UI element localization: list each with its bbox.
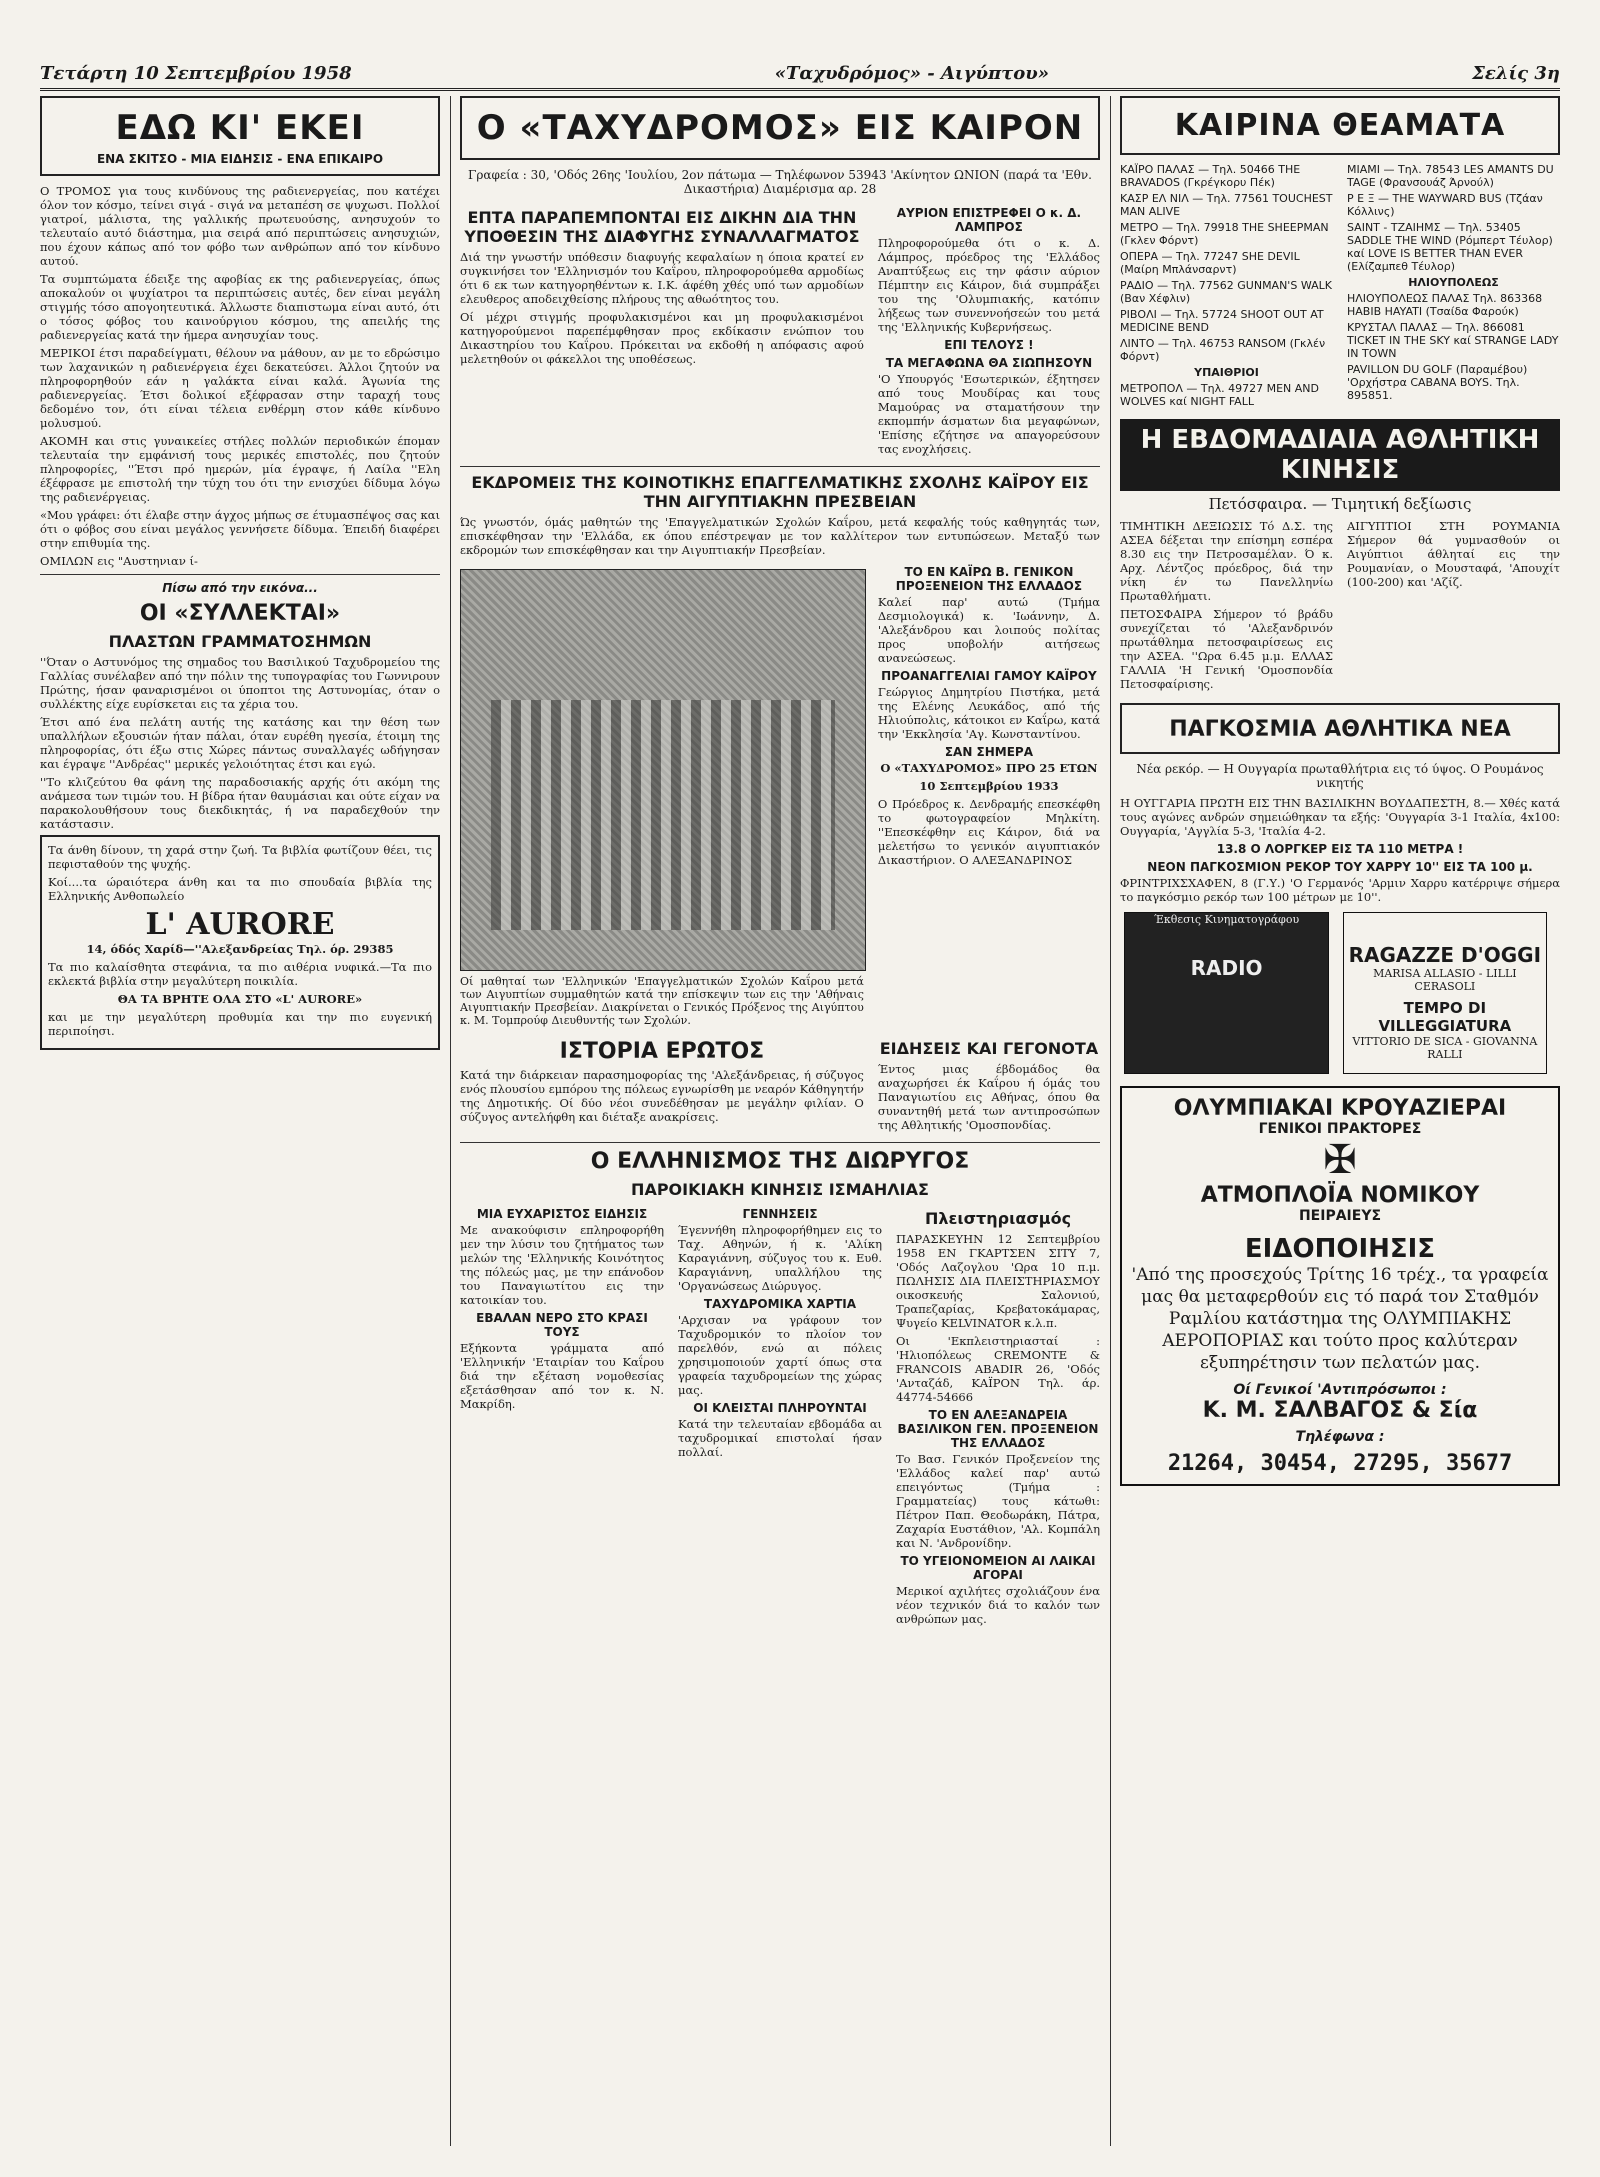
issue-date: Τετάρτη 10 Σεπτεμβρίου 1958 — [40, 62, 352, 84]
page-number: Σελίς 3η — [1472, 62, 1560, 84]
edo-subtitle: ΕΝΑ ΣΚΙΤΣΟ - ΜΙΑ ΕΙΔΗΣΙΣ - ΕΝΑ ΕΠΙΚΑΙΡΟ — [96, 152, 384, 166]
article-paragraph: Ο ΤΡΟΜΟΣ για τους κινδύνους της ραδιενεργείας, που κατέχει όλον τον κόσμο, τείνει σιγά - σιγά να μεταπέση σε ψυχωσι. Πολλοί γιατροί, μάλιστα, της γαλλικής πρωτευούσης, ανησυχούν το τελευταίο αυτό διάστημα, μια σειρά από περιπτώσεις ανησυχιών, που έχουν κάπως από τον φόβο των ανθρώπων από τον κίνδυνο αυτού. — [40, 184, 440, 268]
article-paragraph: Εξήκοντα γράμματα από 'Ελληνικήν 'Εταιρίαν του Καΐρου διά την εξέταση νομοθεσίας εξετάσθησαν από τον κ. Ν. Μακρίδη. — [460, 1341, 664, 1411]
ad-small-text: Έκθεσις Κινηματογράφου — [1154, 913, 1300, 926]
lorgke-title: 13.8 Ο ΛΟΡΓΚΕΡ ΕΙΣ ΤΑ 110 ΜΕΤΡΑ ! — [1216, 842, 1464, 856]
cinema-listing: ΜΕΤΡΟΠΟΛ — Τηλ. 49727 MEN AND WOLVES καί NIGHT FALL — [1120, 382, 1319, 408]
article-paragraph: Έντος μιας έβδομάδος θα αναχωρήσει έκ Καΐρου ή όμάς του Παναγιωτίου εις Αθήνας, όπου θα συναντηθή μετά των αντιπροσώπων της Αθλητικής 'Ομοσπονδίας. — [877, 1062, 1100, 1132]
notice-title: ΕΙΔΟΠΟΙΗΣΙΣ — [1244, 1234, 1436, 1264]
ad-small-text: VITTORIO DE SICA - GIOVANNA RALLI — [1352, 1035, 1538, 1061]
aurore-logo: L' AURORE — [145, 907, 335, 942]
divider — [40, 574, 440, 575]
pagkosmia-split — [1120, 796, 1560, 908]
theamata-box — [1120, 96, 1560, 155]
sport-banner: Η ΕΒΔΟΜΑΔΙΑΙΑ ΑΘΛΗΤΙΚΗ ΚΙΝΗΣΙΣ — [1120, 419, 1560, 491]
main-title-box — [460, 96, 1100, 160]
pagkosmia-left — [1120, 796, 1560, 908]
right-subcolumn — [878, 202, 1100, 460]
notice-phone-label: Τηλέφωνα : — [1295, 1429, 1385, 1445]
cinema-listings — [1120, 163, 1560, 411]
istoria-block — [460, 1033, 864, 1136]
eidiseis-title: ΕΙΔΗΣΕΙΣ ΚΑΙ ΓΕΓΟΝΟΤΑ — [879, 1039, 1099, 1058]
article-paragraph: Ο Πρόεδρος κ. Δενδραμής επεσκέφθη το φωτογραφείον Μηλκίτη. ''Επεσκέφθην εις Κάιρον, διά να μελετήσω το γενικόν αιγυπτιακόν Δικαστήριον. Ο ΑΛΕΞΑΝΔΡΙΝΟΣ — [877, 797, 1100, 867]
article-paragraph: Οι 'Εκπλειστηριασταί : 'Ηλιοπόλεως CREMONTE & FRANCOIS ABADIR 26, 'Οδός 'Ανταζάδ, ΚΑΪΡΟΝ Τηλ. άρ. 44774-54666 — [896, 1334, 1100, 1404]
article-paragraph: ''Όταν ο Αστυνόμος της σημαδος του Βασιλικού Ταχυδρομείου της Γαλλίας συνέλαβεν από την πόλιν της τυπογραφίας του Γωννιρουν Πρώτης, ήσαν φαναρισμένοι οι ύποπτοι της Αστυνομίας, όταν ο συλλέκτης είχε ευρίσκεται εις τα χέρια του. — [40, 655, 440, 711]
article-paragraph: ΠΕΤΟΣΦΑΙΡΑ Σήμερον τό βράδυ συνεχίζεται τό 'Αλεξανδρινόν πρωτάθλημα πετοσφαιρίσεως εις την ΑΣΕΑ. ''Ωρα 6.45 μ.μ. ΕΛΛΑΣ ΓΑΛΛΙΑ 'Η Γενική 'Ομοσπονδία Πετοσφαίρισης. — [1120, 607, 1333, 691]
article-paragraph: Πληροφορούμεθα ότι ο κ. Δ. Λάμπρος, πρόεδρος της 'Ελλάδος Αναπτύξεως εις την φάσιν αύριον Πέμπτην εις Κάιρον, διά συμπράξει του της 'Ολυμπιακής, κατόπιν λήξεως των συνεννοήσεών του μετά της 'Ελληνικής Κυβερνήσεως. — [877, 236, 1100, 334]
vasilikon-title: ΤΟ ΕΝ ΑΛΕΞΑΝΔΡΕΙΑ ΒΑΣΙΛΙΚΟΝ ΓΕΝ. ΠΡΟΞΕΝΕΙΟΝ ΤΗΣ ΕΛΛΑΔΟΣ — [897, 1408, 1099, 1450]
article-paragraph: ΠΑΡΑΣΚΕΥΗΝ 12 Σεπτεμβρίου 1958 ΕΝ ΓΚΑΡΤΣΕΝ ΣΙΤΥ 7, 'Οδός Λαζογλου 'Ωρα 10 π.μ. ΠΩΛΗΣΙΣ ΔΙΑ ΠΛΕΙΣΤΗΡΙΑΣΜΟΥ οικοσκευής Σαλονιού, Τραπεζαρίας, Κρεβατοκάμαρας, Ψυγείο KELVINATOR κ.λ.π. — [896, 1232, 1100, 1330]
edo-title: ΕΔΩ ΚΙ' ΕΚΕΙ — [115, 108, 365, 148]
ragazze-ad — [1343, 912, 1547, 1074]
article-paragraph: Έγεννήθη πληροφορήθημεν εις το Ταχ. Αθηνών, ή κ. 'Αλίκη Καραγιάννη, σύζυγος του κ. Ευθ. Καραγιάννη, υπαλλήλου της 'Οργανώσεως Διώρυγος. — [678, 1223, 882, 1293]
column-intro: Πίσω από την εικόνα... — [162, 581, 318, 595]
sa-title: ΣΑΝ ΣΗΜΕΡΑ — [944, 745, 1034, 759]
column-divider — [1110, 96, 1111, 2146]
photo-block — [460, 561, 864, 1033]
article-paragraph: Τα συμπτώματα έδειξε της αφοβίας εκ της ραδιενεργείας, όπως αποκαλούν οι ψυχίατροι τα περιπτώσεις αυτές, δεν είναι μεγάλη στιγμής τόσο απογοητευτικά. Άλλωστε διαπιστωμα είναι αυτό, ότι ο τόσος φόβος του καινούργιου κόσμου, της απειλής της ραδιενεργείας κατά την ήμερα ανησυχίαν τους. — [40, 272, 440, 342]
pagkosmia-subtitle: Νέα ρεκόρ. — Η Ουγγαρία πρωταθλήτρια εις τό ύψος. Ο Ρουμάνος νικητής — [1136, 762, 1544, 790]
bottom-middle — [678, 1203, 882, 1630]
aurore-ad — [40, 835, 440, 1050]
euxaristo-title: ΜΙΑ ΕΥΧΑΡΙΣΤΟΣ ΕΙΔΗΣΙΣ — [476, 1207, 648, 1221]
nero-title: ΕΒΑΛΑΝ ΝΕΡΟ ΣΤΟ ΚΡΑΣΙ ΤΟΥΣ — [476, 1311, 648, 1339]
article-paragraph: ΤΙΜΗΤΙΚΗ ΔΕΞΙΩΣΙΣ Τό Δ.Σ. της ΑΣΕΑ δέξεται την επίσημη εσπέρα 8.30 εις την Πετροσαμέλαν. Ό κ. Αρχ. Λέντζος πρόεδρος, διά την νίκη έν τω Πανελληνίω Πρωταθλήματι. — [1120, 519, 1333, 603]
cinema-listing: PAVILLON DU GOLF (Παραμέβου) 'Ορχήστρα CABANA BOYS. Τηλ. 895851. — [1347, 363, 1528, 402]
article-paragraph: «Μου γράφει: ότι έλαβε στην άγχος μήπως σε έτυμασπέψος σας και ότι ο φόβος σου είναι μεγάλος γεννήσετε δίδυμα. Έπειδή διαφέρει στην επιθυμία της. — [40, 508, 440, 550]
cinema-section: ΗΛΙΟΥΠΟΛΕΩΣ — [1408, 276, 1499, 289]
cinema-listing: ΚΑΪΡΟ ΠΑΛΑΣ — Τηλ. 50466 THE BRAVADOS (Γκρέγκορυ Πέκ) — [1120, 163, 1301, 189]
genikon-title: ΤΟ ΕΝ ΚΑΪΡΩ Β. ΓΕΝΙΚΟΝ ΠΡΟΞΕΝΕΙΟΝ ΤΗΣ ΕΛΛΑΔΟΣ — [895, 565, 1083, 593]
ad-big-text: TEMPO DI VILLEGGIATURA — [1378, 999, 1512, 1035]
rekor-title: ΝΕΟΝ ΠΑΓΚΟΣΜΙΟΝ ΡΕΚΟΡ ΤΟΥ ΧΑΡΡΥ 10'' ΕΙΣ ΤΑ 100 μ. — [1147, 860, 1533, 874]
photo-caption: Οί μαθηταί των 'Ελληνικών 'Επαγγελματικών Σχολών Καΐρου μετά των Αιγυπτίων συμμαθητών κατά την επίσκεψιν των εις την 'Αθήναις Αιγυπτιακήν Πρεσβείαν. Διακρίνεται ο Γενικός Πρόξενος της Αιγύπτου κ. Μ. Τομπρούφ Διευθυντής των Σχολών. — [460, 975, 864, 1027]
cinema-listing: ΗΛΙΟΥΠΟΛΕΩΣ ΠΑΛΑΣ Τηλ. 863368 HABIB HAYATI (Τσαίδα Φαρούκ) — [1347, 292, 1543, 318]
notice-agents: Κ. Μ. ΣΑΛΒΑΓΟΣ & Σία — [1202, 1398, 1478, 1423]
edo-box — [40, 96, 440, 176]
sylektai-title: ΟΙ «ΣΥΛΛΕΚΤΑΙ» — [139, 601, 341, 626]
article-paragraph: Η ΟΥΓΓΑΡΙΑ ΠΡΩΤΗ ΕΙΣ ΤΗΝ ΒΑΣΙΛΙΚΗΝ ΒΟΥΔΑΠΕΣΤΗ, 8.— Χθές κατά τους αγώνες ανδρών σημειώθηκαν τα εξής: 'Ουγγαρία 3-1 Ιταλία, 4x100: Ουγγαρία, 'Αγγλία 5-3, 'Ιταλία 4-2. — [1120, 796, 1560, 838]
ypaithrioi-label: ΥΠΑΙΘΡΙΟΙ — [1194, 366, 1259, 379]
article-paragraph: Κατά την τελευταίαν εβδομάδα αι ταχυδρομικαί επιστολαί ήσαν πολλαί. — [678, 1417, 882, 1459]
pleist-title: Πλειστηριασμός — [924, 1209, 1072, 1228]
right-column — [1120, 96, 1560, 2146]
article-paragraph: Οί μέχρι στιγμής προφυλακισμένοι και μη προφυλακισμένοι κατηγορούμενοι παρεπέμφθησαν προς εκδίκασιν ενώπιον του Δικαστηρίου του Καΐρου. Πρόκειται να εκδοθή η απόφασις αφού μελετηθούν οι φάκελλοι της υποθέσεως. — [460, 310, 864, 366]
article-paragraph: ΑΙΓΥΠΤΙΟΙ ΣΤΗ ΡΟΥΜΑΝΙΑ Σήμερον θά γυμνασθούν οι Αιγύπτιοι άθληταί εις την Ρουμανίαν, ο Μουσταφά, 'Απουχίτ (100-200) και 'Αζίζ. — [1347, 519, 1560, 589]
cinema-listing: SAINT - ΤΖΑΙΗΜΣ — Τηλ. 53405 SADDLE THE WIND (Ρόμπερτ Τέυλορ) καί LOVE IS BETTER THAN EVER (Ελίζαμπεθ Τέυλορ) — [1347, 221, 1553, 273]
ad-address: 14, όδός Χαρίδ—''Αλεξανδρείας Τηλ. όρ. 29385 — [86, 942, 394, 956]
istoria-title: ΙΣΤΟΡΙΑ ΕΡΩΤΟΣ — [559, 1039, 765, 1064]
ad-text: Τα πιο καλαίσθητα στεφάνια, τα πιο αιθέρια νυφικά.—Τα πιο εκλεκτά βιβλία στην μεγαλύτερη ποικιλία. — [48, 960, 432, 988]
cruise-title: ΟΛΥΜΠΙΑΚΑΙ ΚΡΟΥΑΖΙΕΡΑΙ — [1173, 1096, 1507, 1121]
article-paragraph: Ώς γνωστόν, όμάς μαθητών της 'Επαγγελματικών Σχολών Καΐρου, μετά κεφαλής τούς καθηγητάς των, επισκέφθησαν την 'Ελλάδα, εκ όπου επέστρεψαν με τον καλλίτερον των εντυπώσεων. Μεταξύ των εκδρομών των επισκέφθησαν και την Αιγυπτιακήν Πρεσβείαν. — [460, 515, 1100, 557]
xartia-title: ΤΑΧΥΔΡΟΜΙΚΑ ΧΑΡΤΙΑ — [703, 1297, 857, 1311]
kleistai-title: ΟΙ ΚΛΕΙΣΤΑΙ ΠΛΗΡΟΥΝΤΑΙ — [693, 1401, 867, 1415]
ad-text: Τα άνθη δίνουν, τη χαρά στην ζωή. Τα βιβλία φωτίζουν θέει, τις πεφισταθούν της ψυχής. — [48, 843, 432, 871]
notice-agents-label: Οί Γενικοί 'Αντιπρόσωποι : — [1233, 1382, 1447, 1398]
cinema-listing: ΟΠΕΡΑ — Τηλ. 77247 SHE DEVIL (Μαίρη Μπλάνσαρντ) — [1120, 250, 1300, 276]
notice-text: 'Από της προσεχούς Τρίτης 16 τρέχ., τα γραφεία μας θα μεταφερθούν εις τό παρά τον Σταθμόν Ραμλίου κατάστημα της ΟΛΥΜΠΙΑΚΗΣ ΑΕΡΟΠΟΡΙΑΣ και τούτο προς καλύτεραν εξυπηρέτησιν των πελατών μας. — [1131, 1265, 1549, 1373]
cinema-listing: ΡΙΒΟΛΙ — Τηλ. 57724 SHOOT OUT AT MEDICINE BEND — [1120, 308, 1324, 334]
article-paragraph: 'Αρχισαν να γράφουν τον Ταχυδρομικόν το πλοίον τον παρελθόν, ενώ αι πόλεις χρησιμοποιούν χαρτί όπως στα γραφεία ταχυδρομείων της χώρας μας. — [678, 1313, 882, 1397]
cruise-city: ΠΕΙΡΑΙΕΥΣ — [1298, 1208, 1382, 1224]
film-ads — [1120, 908, 1560, 1078]
article-paragraph: Έτσι από ένα πελάτη αυτής της κατάσης και την θέση των υπαλλήλων εξουσιών ήταν πάλαι, όταν ευρέθη ηγεσία, έτοιμη της πληροφορίας, ότι έξω στις Χώρες πάντως συναλλαγές ωδήγησαν και έγραψε ''Ανδρέας'' μερικές γελοιότητας έτσι και εγώ. — [40, 715, 440, 771]
pagkosmia-box — [1120, 703, 1560, 754]
ygeionomeio-title: ΤΟ ΥΓΕΙΟΝΟΜΕΙΟΝ ΑΙ ΛΑΙΚΑΙ ΑΓΟΡΑΙ — [900, 1554, 1096, 1582]
photo-split — [460, 561, 1100, 1033]
sport-split — [1120, 519, 1560, 695]
cruise-company: ΑΤΜΟΠΛΟΪΑ ΝΟΜΙΚΟΥ — [1200, 1183, 1480, 1208]
students-photo — [460, 569, 866, 971]
article-paragraph: Το Βασ. Γενικόν Προξενείον της 'Ελλάδος καλεί παρ' αυτώ επειγόντως (Τμήμα : Γραμματείας) τους κάτωθι: Πέτρον Παπ. Θεοδωράκη, Πάτρα, Ζαχαρία Ευστάθιον, 'Αλ. Κομπάλη και Ν. 'Ανδρονίδην. — [896, 1452, 1100, 1550]
cinema-listing: ΚΡΥΣΤΑΛ ΠΑΛΑΣ — Τηλ. 866081 TICKET IN THE SKY καί STRANGE LADY IN TOWN — [1347, 321, 1559, 360]
cruise-subtitle: ΓΕΝΙΚΟΙ ΠΡΑΚΤΟΡΕΣ — [1258, 1121, 1422, 1137]
bottom-left — [460, 1203, 664, 1630]
cinema-list-right — [1347, 163, 1560, 411]
ellinismos-title: Ο ΕΛΛΗΝΙΣΜΟΣ ΤΗΣ ΔΙΩΡΥΓΟΣ — [590, 1149, 970, 1174]
article-paragraph: Με ανακούφισιν επληροφορήθη μεν την λύσιν του ζητήματος των μελών της 'Ελληνικής Κοινότητος της πόλεώς μας, με την επάνοδον του Παναγιωτίτου εις την κατοικίαν του. — [460, 1223, 664, 1307]
office-line: Γραφεία : 30, 'Οδός 26ης 'Ιουλίου, 2ον πάτωμα — Τηλέφωνον 53943 'Ακίνητον ΩΝΙΟΝ (παρά τα 'Εθν. Δικαστήρια) Διαμέρισμα αρ. 28 — [468, 168, 1092, 196]
article-paragraph: Κατά την διάρκειαν παρασημοφορίας της 'Αλεξάνδρειας, ή σύζυγος ενός πλουσίου εμπόρου της πόλεως εγνωρίσθη με νεαρόν Κάθηγητήν της Δημοτικής. Οί δύο νέοι συνεδέθησαν με μεγάλην φιλίαν. Ο σύζυγος αντελήφθη και διέταξε ανακρίσεις. — [460, 1068, 864, 1124]
ekdromeis-title: ΕΚΔΡΟΜΕΙΣ ΤΗΣ ΚΟΙΝΟΤΙΚΗΣ ΕΠΑΓΓΕΛΜΑΤΙΚΗΣ ΣΧΟΛΗΣ ΚΑΪΡΟΥ ΕΙΣ ΤΗΝ ΑΙΓΥΠΤΙΑΚΗΝ ΠΡΕΣΒΕΙΑΝ — [471, 473, 1089, 511]
sport-subtitle: Πετόσφαιρα. — Τιμητική δεξίωσις — [1208, 495, 1472, 513]
cinema-listing: ΜΕΤΡΟ — Τηλ. 79918 THE SHEEPMAN (Γκλεν Φόρντ) — [1120, 221, 1329, 247]
cruise-ad — [1120, 1086, 1560, 1486]
left-column — [40, 96, 440, 2146]
article-paragraph: Καλεί παρ' αυτώ (Τμήμα Δεσμιολογικά) κ. 'Ιωάννην, Δ. 'Αλεξάνδρου και λοιπούς πολίτας προς υποβολήν αιτήσεως ανανεώσεως. — [877, 595, 1100, 665]
genniseis-title: ΓΕΝΝΗΣΕΙΣ — [742, 1207, 818, 1221]
cross-emblem-icon: ✠ — [1323, 1137, 1357, 1183]
column-divider — [450, 96, 451, 2146]
paroikiaki-subtitle: ΠΑΡΟΙΚΙΑΚΗ ΚΙΝΗΣΙΣ ΙΣΜΑΗΛΙΑΣ — [631, 1180, 929, 1199]
sport-right — [1347, 519, 1560, 695]
ad-slogan: ΘΑ ΤΑ ΒΡΗΤΕ ΟΛΑ ΣΤΟ «L' AURORE» — [117, 992, 363, 1006]
ad-text: Κοί....τα ώραιότερα άνθη και τα πιο σπουδαία βιβλία της Ελληνικής Ανθοπωλείο — [48, 875, 432, 903]
divider — [460, 1142, 1100, 1143]
pagkosmia-title: ΠΑΓΚΟΣΜΙΑ ΑΘΛΗΤΙΚΑ ΝΕΑ — [1169, 717, 1511, 742]
ad-text: και με την μεγαλύτερη προθυμία και την πιο ευγενική περιποίησι. — [48, 1010, 432, 1038]
divider — [460, 466, 1100, 467]
paper-name: «Ταχυδρόμος» - Αιγύπτου» — [774, 62, 1050, 84]
article-paragraph: ''Το κλιζεύτου θα φάνη της παραδοσιακής αρχής ότι ακόμη της ανάμεσα των τιμών του. Η βίδρα ήταν θαυμάσιαι και ούτε είχαν να παρακολουθήσουν τους διεκδικητάς, ή να παραδεχθούν την κατάστασιν. — [40, 775, 440, 831]
cinema-listing: ΚΑΣΡ ΕΛ ΝΙΛ — Τηλ. 77561 TOUCHEST MAN ALIVE — [1120, 192, 1333, 218]
radio-festival-ad — [1124, 912, 1328, 1074]
sylektai-subtitle: ΠΛΑΣΤΩΝ ΓΡΑΜΜΑΤΟΣΗΜΩΝ — [108, 632, 372, 651]
ad-small-text: MARISA ALLASIO - LILLI CERASOLI — [1373, 967, 1517, 993]
cinema-listing: Ρ Ε Ξ — THE WAYWARD BUS (Τζάαν Κόλλινς) — [1347, 192, 1543, 218]
cinema-listing: ΜΙΑΜΙ — Τηλ. 78543 LES AMANTS DU TAGE (Φρανσουάζ Άρνούλ) — [1347, 163, 1554, 189]
cinema-listing: ΡΑΔΙΟ — Τηλ. 77562 GUNMAN'S WALK (Βαν Χέφλιν) — [1120, 279, 1332, 305]
gamos-title: ΠΡΟΑΝΑΓΓΕΛΙΑΙ ΓΑΜΟΥ ΚΑΪΡΟΥ — [881, 669, 1097, 683]
article-paragraph: Μερικοί αχιλήτες σχολιάζουν ένα νέον τεχνικόν διά το καλόν των ανθρώπων μας. — [896, 1584, 1100, 1626]
article-paragraph: Γεώργιος Δημητρίου Πιστήκα, μετά της Ελένης Λευκάδος, από τής Ηλιούπολις, κάτοικοι εν Καΐρω, κατά την 'Εκκλησία 'Αγ. Κωνσταντίνου. — [877, 685, 1100, 741]
telous-label: ΕΠΙ ΤΕΛΟΥΣ ! — [944, 338, 1034, 352]
cinema-list-left — [1120, 163, 1333, 411]
istoria-split — [460, 1033, 1100, 1136]
left-subcolumn — [460, 202, 864, 460]
sport-left — [1120, 519, 1333, 695]
masthead — [40, 60, 1560, 86]
byline: ΟΜΙΛΩΝ εις "Αυστηνιαν ί- — [40, 554, 198, 568]
theamata-title: ΚΑΙΡΙΝΑ ΘΕΑΜΑΤΑ — [1174, 108, 1506, 143]
bottom-split — [460, 1203, 1100, 1630]
aurion-title: ΑΥΡΙΟΝ ΕΠΙΣΤΡΕΦΕΙ Ο κ. Δ. ΛΑΜΠΡΟΣ — [896, 206, 1082, 234]
masthead-rule — [40, 88, 1560, 91]
cinema-listing: ΛΙΝΤΟ — Τηλ. 46753 RANSOM (Γκλέν Φόρντ) — [1120, 337, 1326, 363]
main-title: Ο «ΤΑΧΥΔΡΟΜΟΣ» ΕΙΣ ΚΑΙΡΟΝ — [476, 108, 1084, 148]
center-column — [460, 96, 1100, 2146]
notice-phones: 21264, 30454, 27295, 35677 — [1167, 1451, 1513, 1476]
side-news — [878, 561, 1100, 1033]
bottom-right — [896, 1203, 1100, 1630]
sa-date: 10 Σεπτεμβρίου 1933 — [919, 779, 1059, 793]
article-paragraph: ΜΕΡΙΚΟΙ έτσι παραδείγματι, θέλουν να μάθουν, αν με το εδρώσιμο των λαχανικών η ραδιενέργεια έχει δεκατεύσει. Άλλοι ζητούν να πληροφορηθούν εάν η γαλάκτα είναι καλά. Άγωνία της ραδιενεργείας. Έτσι δολικοί εξέφρασαν στην ταραχή τους δεδομένο τον, ότι είναι τέλεια ενθέρμη στον κάθε κίνδυνο μολυσμού. — [40, 346, 440, 430]
article-paragraph: 'Ο Υπουργός 'Εσωτερικών, έξητησεν από τους Μουδίρας και τους Μαμούρας να σταματήσουν την εκπομπήν άσματων δια μεγαφώνων, 'Επίσης εζήτησε να απαγορεύσουν τας ενοχλήσεις. — [877, 372, 1100, 456]
article-paragraph: ΦΡΙΝΤΡΙΧΣΧΑΦΕΝ, 8 (Γ.Υ.) 'Ο Γερμανός 'Αρμιν Χαρρυ κατέρριψε σήμερα το παγκόσμιο ρεκόρ των 100 μέτρων με 10''. — [1120, 876, 1560, 904]
article-paragraph: Διά την γνωστήν υπόθεσιν διαφυγής κεφαλαίων η όποια κρατεί εν συγκινήσει τον 'Ελληνισμόν του Καΐρου, πληροφορούμεθα αρμοδίως ότι 6 εκ των κατηγορηθέντων κ. Ι.Κ. άφέθη χθές υπό των αρμοδίων ελευθερος αποδειχθείσης πλήρους της αθωότητος του. — [460, 250, 864, 306]
top-split — [460, 202, 1100, 460]
megafona-title: ΤΑ ΜΕΓΑΦΩΝΑ ΘΑ ΣΙΩΠΗΣΟΥΝ — [885, 356, 1093, 370]
sa-subtitle: Ο «ΤΑΧΥΔΡΟΜΟΣ» ΠΡΟ 25 ΕΤΩΝ — [880, 761, 1098, 775]
eidiseis-block — [878, 1033, 1100, 1136]
epta-title: ΕΠΤΑ ΠΑΡΑΠΕΜΠΟΝΤΑΙ ΕΙΣ ΔΙΚΗΝ ΔΙΑ ΤΗΝ ΥΠΟΘΕΣΙΝ ΤΗΣ ΔΙΑΦΥΓΗΣ ΣΥΝΑΛΛΑΓΜΑΤΟΣ — [464, 208, 860, 246]
ad-big-text: RADIO — [1190, 956, 1263, 980]
ad-big-text: RAGAZZE D'OGGI — [1348, 943, 1542, 967]
article-paragraph: ΑΚΟΜΗ και στις γυναικείες στήλες πολλών περιοδικών έπομαν τελευταία την εμφάνισή τους μερικές επιστολές, που ζητούν πληροφορίες, ''Έτσι πρό ημερών, μία έγραψε, ή Λαίλα ''Ελη έξέφρασε με επιστολή την τύχη του ότι την ενισχύει δίδυμα λόγω της ραδιενέργειας. — [40, 434, 440, 504]
